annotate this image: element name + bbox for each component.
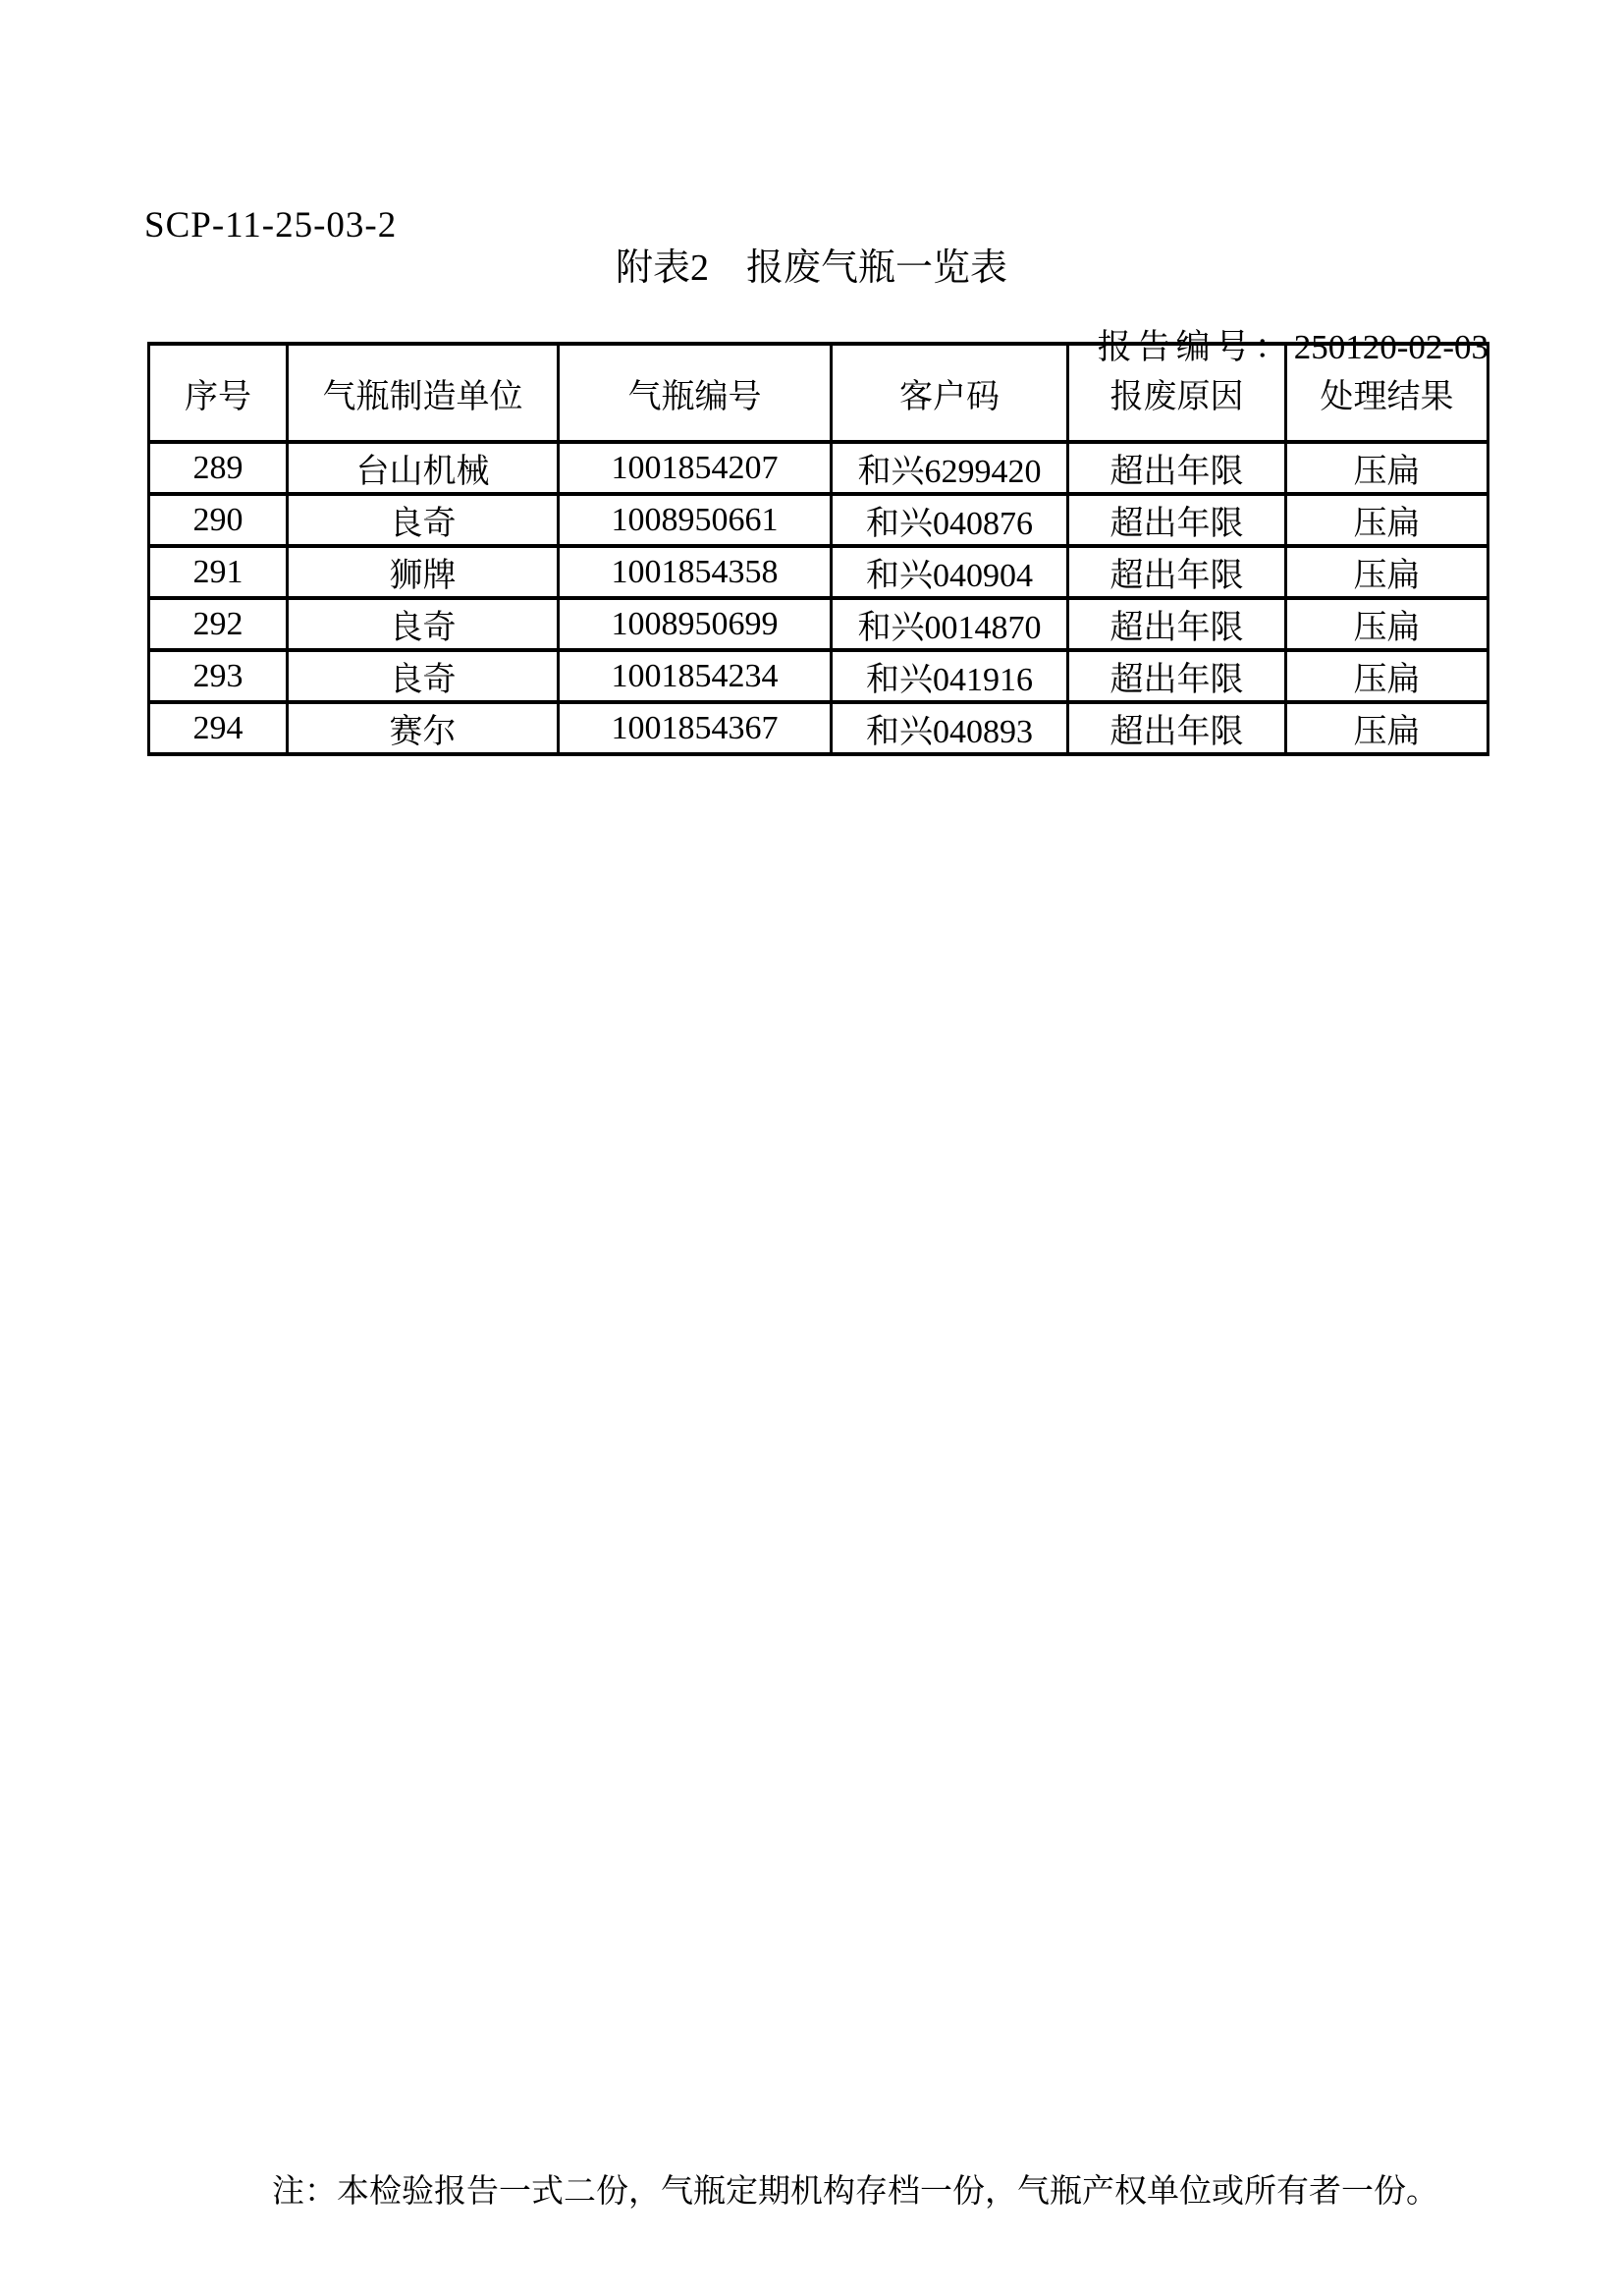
table-cell: 压扁 [1286,442,1488,494]
table-cell: 1001854234 [559,650,832,702]
table-cell: 压扁 [1286,546,1488,598]
page-title: 附表2 报废气瓶一览表 [615,247,1007,289]
table-cell: 和兴6299420 [832,442,1068,494]
table-cell: 赛尔 [288,702,559,754]
table-cell: 293 [149,650,288,702]
table-cell: 1001854358 [559,546,832,598]
table-cell: 289 [149,442,288,494]
table-header-cell: 气瓶制造单位 [288,344,559,442]
scrapped-cylinder-table [147,342,1489,756]
table-cell: 292 [149,598,288,650]
doc-code: SCP-11-25-03-2 [144,205,398,246]
table-cell: 1008950699 [559,598,832,650]
table-row [149,494,1488,546]
table-cell: 压扁 [1286,650,1488,702]
table-cell: 超出年限 [1068,442,1286,494]
table-cell: 和兴040893 [832,702,1068,754]
table-header-row [149,344,1488,442]
table-body [149,442,1488,754]
table-cell: 和兴041916 [832,650,1068,702]
table-cell: 超出年限 [1068,546,1286,598]
table-cell: 压扁 [1286,598,1488,650]
table-cell: 和兴0014870 [832,598,1068,650]
table-header-cell: 处理结果 [1286,344,1488,442]
table-cell: 291 [149,546,288,598]
report-number-value: 250120-02-03 [1293,328,1488,366]
table-cell: 1001854207 [559,442,832,494]
table-cell: 超出年限 [1068,650,1286,702]
table-row [149,598,1488,650]
table-row [149,546,1488,598]
table-cell: 台山机械 [288,442,559,494]
table-cell: 良奇 [288,598,559,650]
table-header-cell: 客户码 [832,344,1068,442]
table-row [149,650,1488,702]
table-cell: 压扁 [1286,494,1488,546]
table-header-cell: 气瓶编号 [559,344,832,442]
table-header-cell: 序号 [149,344,288,442]
table-row [149,702,1488,754]
table-cell: 狮牌 [288,546,559,598]
table-cell: 290 [149,494,288,546]
table-cell: 压扁 [1286,702,1488,754]
table-cell: 良奇 [288,494,559,546]
table-cell: 294 [149,702,288,754]
table-header-cell: 报废原因 [1068,344,1286,442]
table-cell: 和兴040876 [832,494,1068,546]
table-cell: 超出年限 [1068,494,1286,546]
footer-note: 注：本检验报告一式二份，气瓶定期机构存档一份，气瓶产权单位或所有者一份。 [272,2174,1438,2210]
table-cell: 和兴040904 [832,546,1068,598]
table-row [149,442,1488,494]
table-cell: 良奇 [288,650,559,702]
report-number-label: 报告编号： [1097,328,1294,366]
table-cell: 超出年限 [1068,702,1286,754]
table-cell: 1001854367 [559,702,832,754]
table-cell: 1008950661 [559,494,832,546]
table-cell: 超出年限 [1068,598,1286,650]
